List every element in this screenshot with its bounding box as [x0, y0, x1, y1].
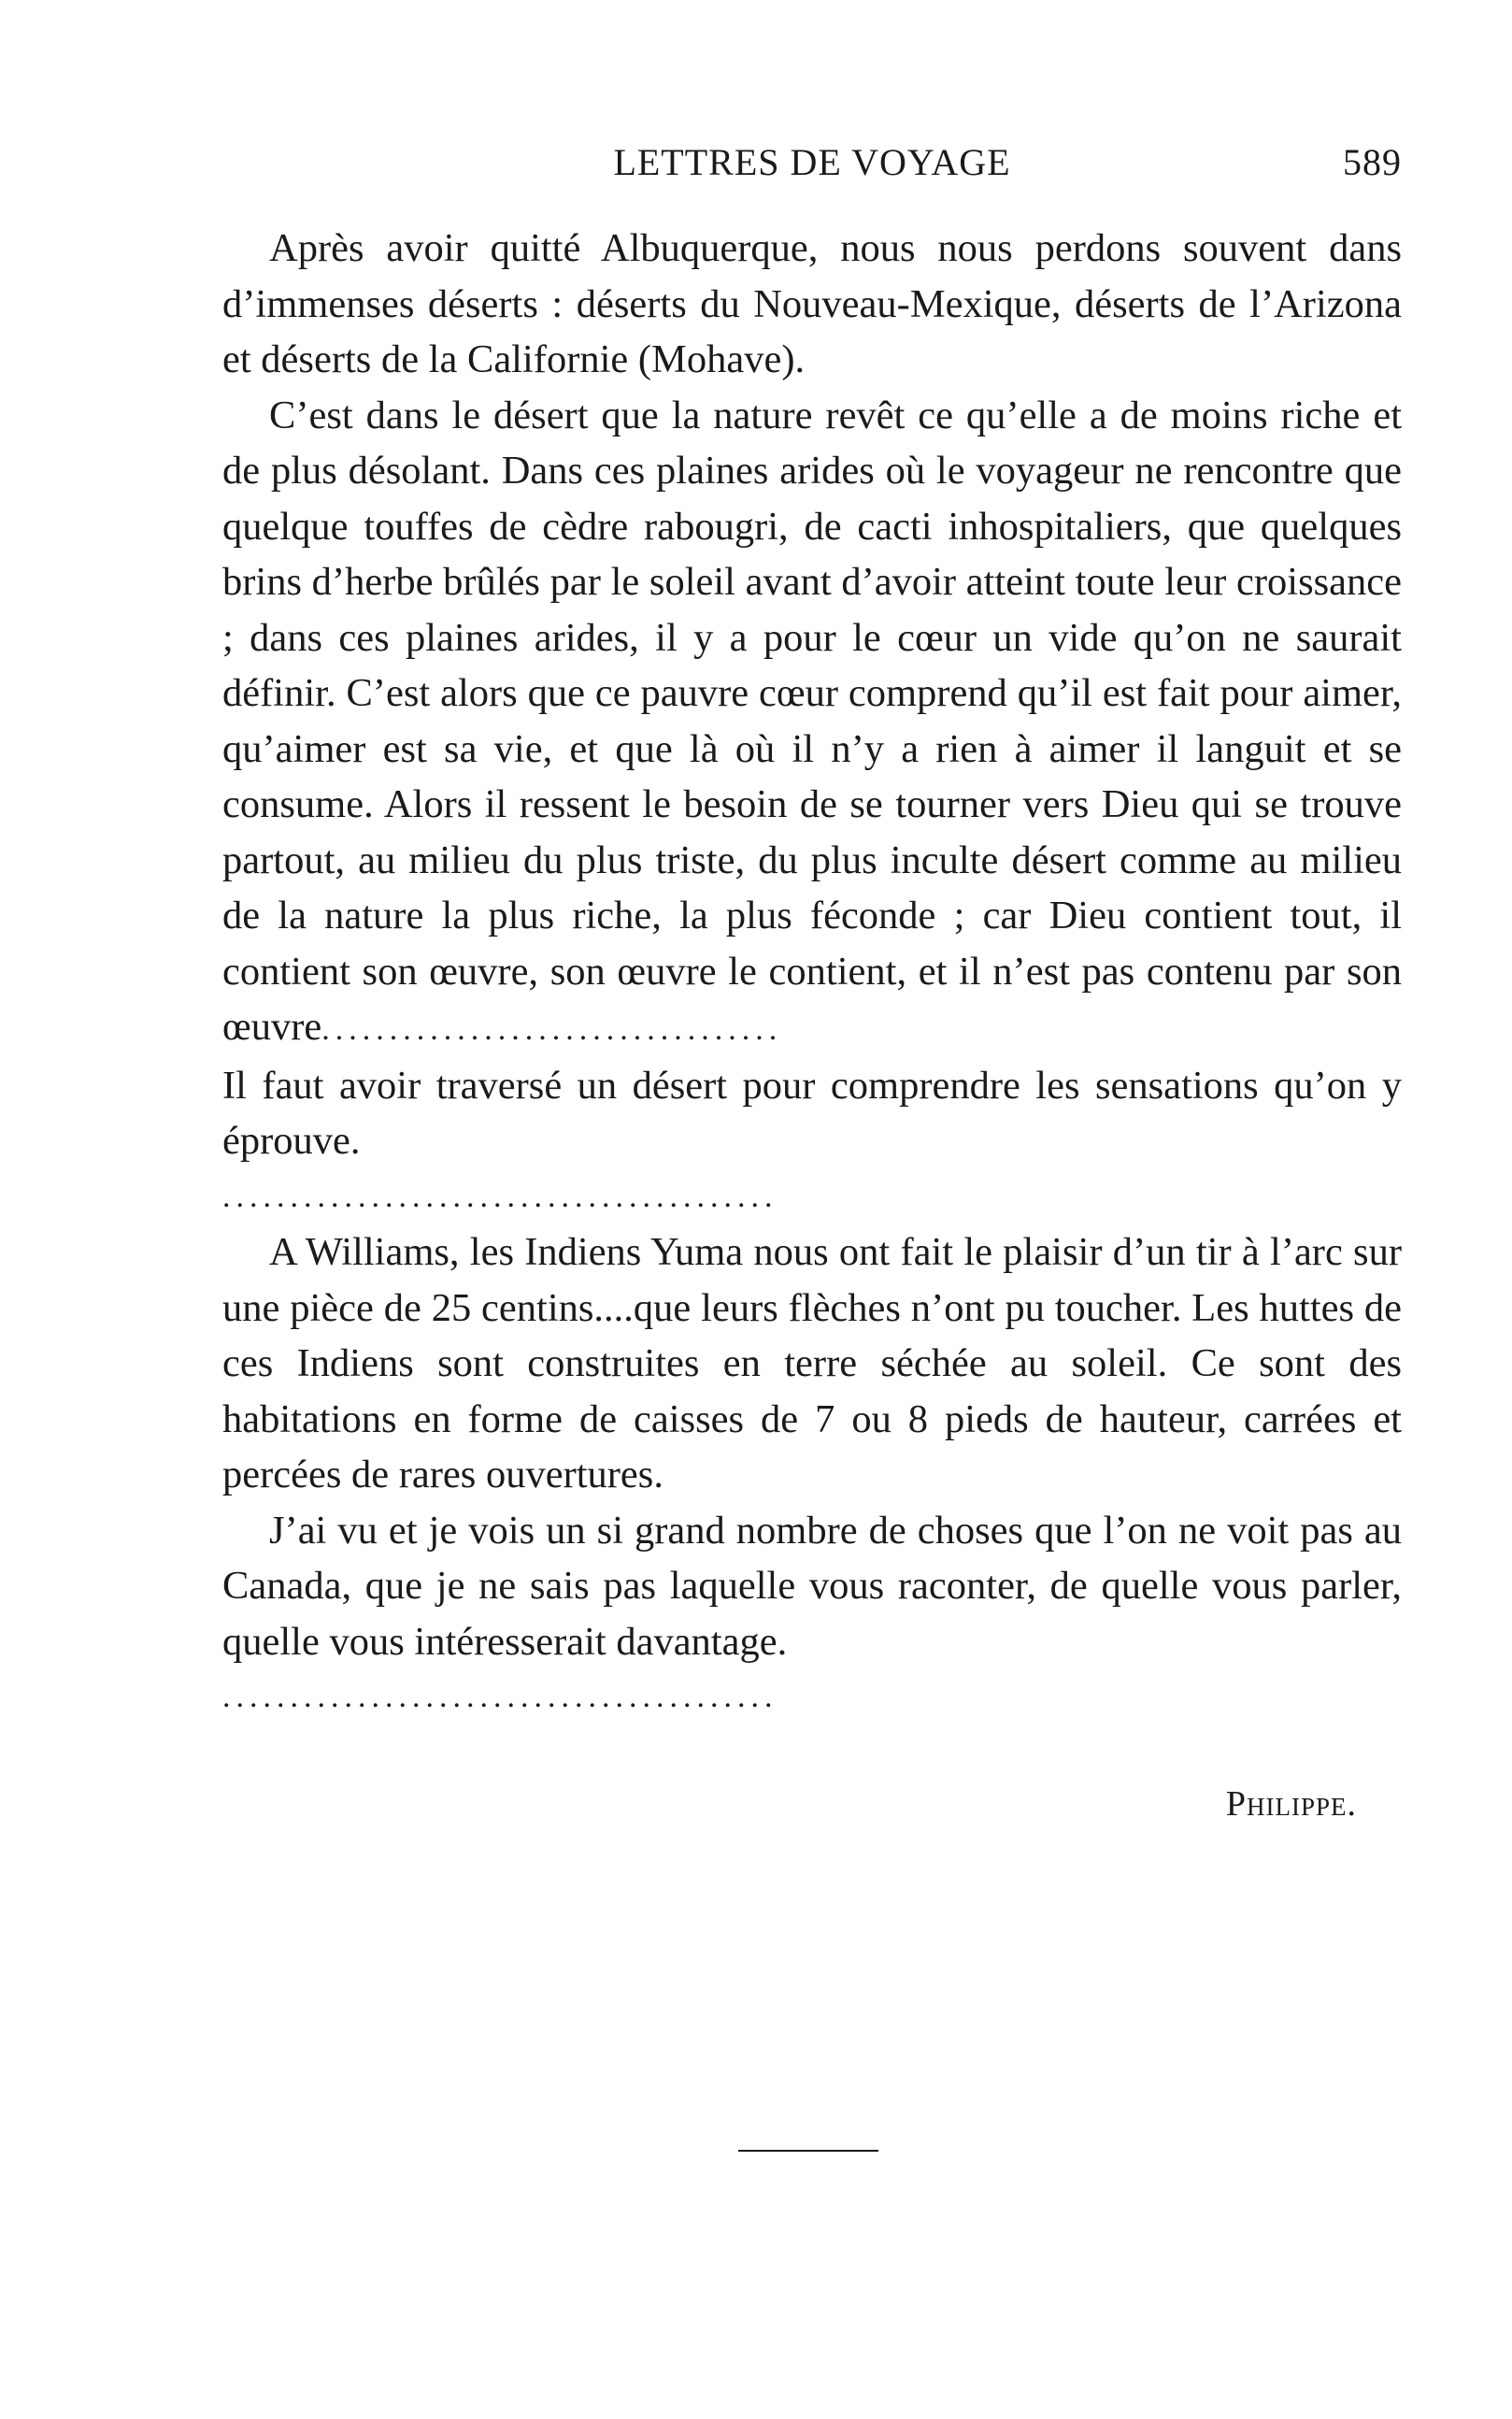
- page-header: [222, 140, 1402, 196]
- paragraph-3: Il faut avoir traversé un désert pour comprendre les sensations qu’on y éprouve.: [222, 1063, 1402, 1163]
- paragraph-1: Après avoir quitté Albuquerque, nous nous perdons souvent dans d’immenses déserts : déserts du Nouveau-Mexique, déserts de l’Arizona et déserts de la Californie (Mohave).: [222, 226, 1402, 381]
- ellipsis-row-1: .........................................: [222, 1179, 778, 1214]
- paragraph-2-ellipsis: ..................................: [321, 1012, 783, 1047]
- paragraph-2-text: C’est dans le désert que la nature revêt ce qu’elle a de moins riche et de plus désolant. Dans ces plaines arides où le voyageur ne rencontre que quelque touffes de cèdre rabougri, de cacti inhospitaliers, que quelques brins d’herbe brûlés par le soleil avant d’avoir atteint toute leur croissance ; dans ces plaines arides, il y a pour le cœur un vide qu’on ne saurait définir. C’est alors que ce pauvre cœur comprend qu’il est fait pour aimer, qu’aimer est sa vie, et que là où il n’y a rien à aimer il languit et se consume. Alors il ressent le besoin de se tourner vers Dieu qui se trouve partout, au milieu du plus triste, du plus inculte désert comme au milieu de la nature la plus riche, la plus féconde ; car Dieu contient tout, il contient son œuvre, son œuvre le contient, et il n’est pas contenu par son œuvre: [222, 393, 1402, 1049]
- page-number: 589: [1343, 141, 1402, 183]
- paragraph-4: A Williams, les Indiens Yuma nous ont fait le plaisir d’un tir à l’arc sur une pièce de 25 centins....que leurs flèches n’ont pu toucher. Les huttes de ces Indiens sont construites en terre séchée au soleil. Ce sont des habitations en forme de caisses de 7 ou 8 pieds de hauteur, carrées et percées de rares ouvertures.: [222, 1230, 1402, 1496]
- paragraph-2: [222, 388, 1402, 1058]
- signature: Philippe.: [1225, 1783, 1357, 1824]
- paragraph-5: J’ai vu et je vois un si grand nombre de choses que l’on ne voit pas au Canada, que je ne sais pas laquelle vous raconter, de quelle vous parler, quelle vous intéresserait davantage.: [222, 1508, 1402, 1664]
- running-title: LETTRES DE VOYAGE: [613, 141, 1011, 183]
- ellipsis-row-2: .........................................: [222, 1680, 778, 1714]
- closing-rule: [738, 2150, 878, 2152]
- body-text: [222, 221, 1402, 1832]
